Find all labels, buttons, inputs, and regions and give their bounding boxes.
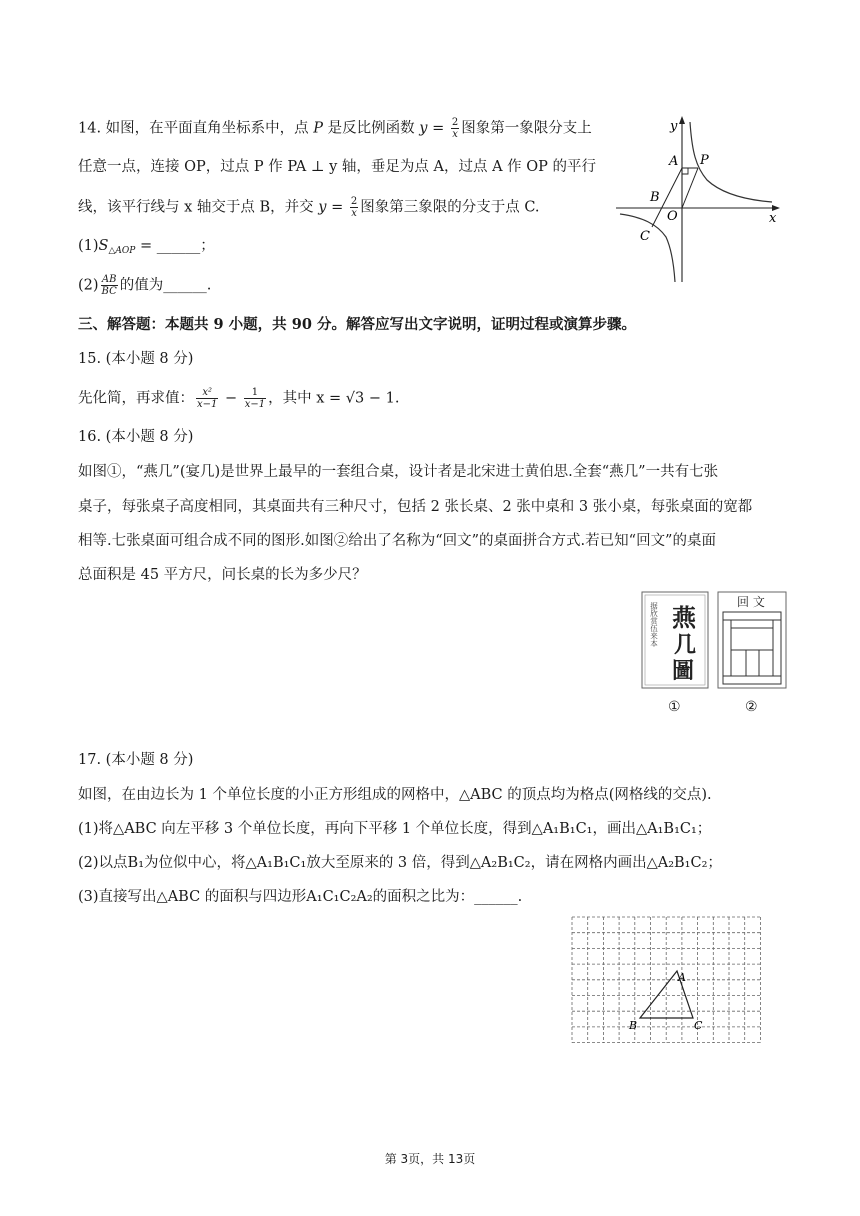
- section-3-heading: 三、解答题：本题共 9 小题，共 90 分。解答应写出文字说明，证明过程或演算步骤。: [78, 316, 636, 333]
- huiwen-title: 回 文: [737, 595, 765, 609]
- fraction-1-over-x-1: $\frac{1}{x-1}$: [244, 387, 266, 410]
- q16-line1: 如图①，“燕几”(宴几)是世界上最早的一套组合桌，设计者是北宋进士黄伯思.全套“燕几”一共有七张: [78, 464, 719, 480]
- book-title-yan: 燕: [672, 603, 696, 632]
- graph-label-O: O: [667, 209, 678, 224]
- q14-hyperbola-graph: [612, 112, 784, 287]
- fraction-ab-over-bc: $\frac{AB}{BC}$: [101, 274, 117, 297]
- q17-header: 17. (本小题 8 分): [78, 752, 194, 768]
- fraction-2-over-x-2: $\frac{2}{x}$: [350, 196, 358, 219]
- q16-line3: 相等.七张桌面可组合成不同的图形.如图②给出了名称为“回文”的桌面拼合方式.若已知“回文”的桌面: [78, 533, 716, 549]
- graph-label-x: x: [769, 211, 777, 226]
- graph-label-C: C: [640, 229, 650, 244]
- figure-label-1: ①: [668, 699, 681, 715]
- q17-line1: 如图，在由边长为 1 个单位长度的小正方形组成的网格中，△ABC 的顶点均为格点(网格线的交点).: [78, 787, 712, 803]
- graph-label-P: P: [700, 153, 709, 168]
- q16-header: 16. (本小题 8 分): [78, 429, 194, 445]
- q14-line2: 任意一点，连接 OP，过点 P 作 PA ⊥ y 轴，垂足为点 A，过点 A 作 OP 的平行: [78, 159, 597, 175]
- q14-line1: 14. 如图，在平面直角坐标系中，点 P 是反比例函数 y = $\frac{2}{x}$ 图象第一象限分支上: [78, 117, 592, 140]
- q14-part1: $(1)S_{\triangle AOP}$ = ______；: [78, 238, 215, 256]
- page-footer: 第 3页，共 13页: [384, 1152, 476, 1166]
- book-title-ji: 几: [674, 632, 697, 658]
- q15-body: 先化简，再求值： $\frac{\text{x²}}{x-1}$ − $\frac{1}{x-1}$ ，其中 x = √3 − 1.: [78, 387, 400, 410]
- q17-line4: (3)直接写出△ABC 的面积与四边形A₁C₁C₂A₂的面积之比为：______.: [78, 889, 523, 905]
- q17-line2: (1)将△ABC 向左平移 3 个单位长度，再向下平移 1 个单位长度，得到△A₁B₁C₁，画出△A₁B₁C₁；: [78, 821, 712, 837]
- graph-label-y: y: [670, 119, 678, 134]
- book-title-tu: 圖: [672, 658, 695, 684]
- q16-figures: [640, 590, 790, 715]
- fraction-2-over-x: $\frac{2}{x}$: [451, 117, 459, 140]
- q17-grid-figure: [568, 913, 764, 1053]
- graph-label-A: A: [669, 154, 679, 169]
- q16-line2: 桌子，每张桌子高度相同，其桌面共有三种尺寸，包括 2 张长桌、2 张中桌和 3 张小桌，每张桌面的宽都: [78, 499, 753, 515]
- grid-label-A: A: [678, 971, 686, 984]
- graph-label-B: B: [650, 190, 660, 205]
- grid-lines: [572, 917, 760, 1043]
- q17-line3: (2)以点B₁为位似中心，将△A₁B₁C₁放大至原来的 3 倍，得到△A₂B₁C₂，请在网格内画出△A₂B₁C₂；: [78, 855, 722, 871]
- q14-line3: 线，该平行线与 x 轴交于点 B，并交 y = $\frac{2}{x}$ 图象第三象限的分支于点 C.: [78, 196, 540, 219]
- grid-label-B: B: [629, 1019, 638, 1032]
- q15-header: 15. (本小题 8 分): [78, 351, 194, 367]
- fraction-x2-over-x-1: $\frac{\text{x²}}{x-1}$: [197, 387, 218, 410]
- q16-line4: 总面积是 45 平方尺，问长桌的长为多少尺？: [78, 567, 367, 583]
- figure-label-2: ②: [745, 699, 758, 715]
- q14-part2: (2) $\frac{AB}{BC}$ 的值为______.: [78, 274, 212, 297]
- grid-label-C: C: [694, 1019, 703, 1032]
- book-side-text: 据欣赏伍来本: [649, 602, 659, 647]
